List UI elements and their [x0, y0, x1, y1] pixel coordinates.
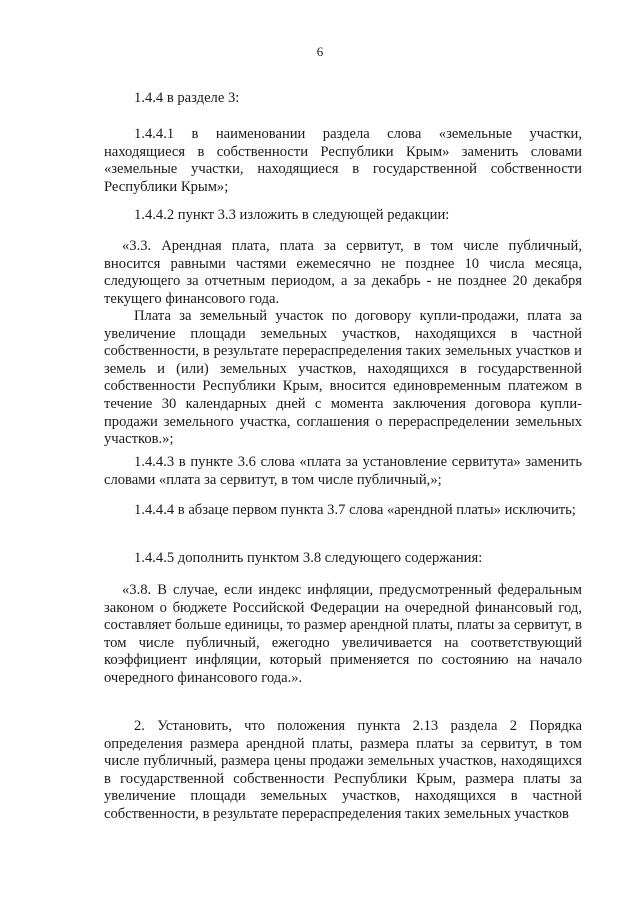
paragraph-1-4-4-5: 1.4.4.5 дополнить пунктом 3.8 следующего содержания:: [134, 550, 483, 566]
paragraph-1-4-4-1: 1.4.4.1 в наименовании раздела слова «земельные участки, находящиеся в собственности Республики Крым» заменить словами «земельные участки, находящиеся в государственной собственности Республики Крым»;: [104, 126, 582, 195]
paragraph-1-4-4: 1.4.4 в разделе 3:: [134, 90, 240, 106]
paragraph-1-4-4-3: 1.4.4.3 в пункте 3.6 слова «плата за установление сервитута» заменить словами «плата за сервитут, в том числе публичный,»;: [104, 454, 582, 488]
paragraph-land-payment: Плата за земельный участок по договору купли-продажи, плата за увеличение площади земельных участков, находящихся в частной собственности, в результате перераспределения таких земельных участков и земель и (или) земельных участков, находящихся в государственной собственности Республики Крым, вносится единовременным платежом в течение 30 календарных дней с момента заключения договора купли-продажи земельного участка, соглашения о перераспределении земельных участков.»;: [104, 308, 582, 448]
page-number: 6: [316, 44, 324, 59]
paragraph-1-4-4-4: 1.4.4.4 в абзаце первом пункта 3.7 слова «арендной платы» исключить;: [134, 502, 576, 518]
paragraph-section-2: 2. Установить, что положения пункта 2.13 раздела 2 Порядка определения размера арендной платы, размера платы за сервитут, в том числе публичный, размера цены продажи земельных участков, находящихся в государственной собственности Республики Крым, размера платы за увеличение площади земельных участков, находящихся в частной собственности, в результате перераспределения таких земельных участков: [104, 718, 582, 822]
paragraph-1-4-4-2: 1.4.4.2 пункт 3.3 изложить в следующей редакции:: [134, 207, 450, 223]
paragraph-quote-3-8: «3.8. В случае, если индекс инфляции, предусмотренный федеральным законом о бюджете Российской Федерации на очередной финансовый год, составляет больше единицы, то размер арендной платы, платы за сервитут, в том числе публичный, ежегодно увеличивается на соответствующий коэффициент инфляции, который применяется по состоянию на начало очередного финансового года.».: [104, 582, 582, 686]
paragraph-quote-3-3: «3.3. Арендная плата, плата за сервитут, в том числе публичный, вносится равными частями ежемесячно не позднее 10 числа месяца, следующего за отчетным периодом, а за декабрь - не позднее 20 декабря текущего финансового года.: [104, 238, 582, 307]
